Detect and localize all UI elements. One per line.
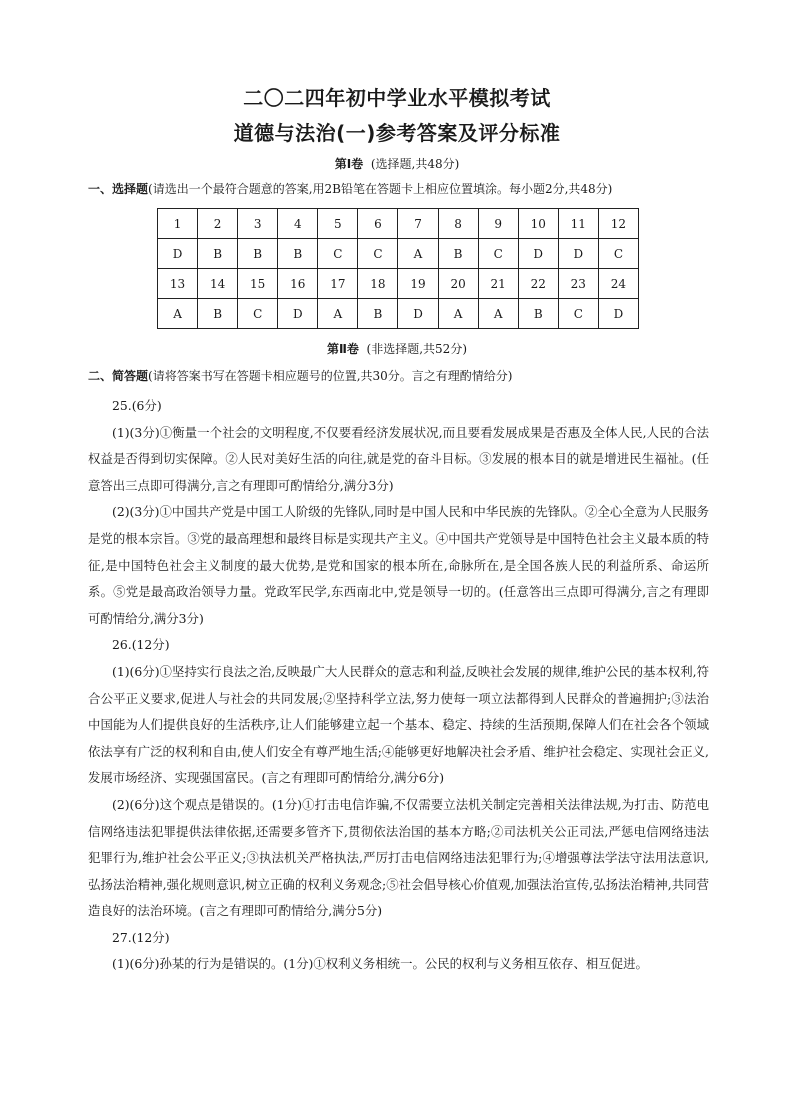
table-cell: A <box>438 299 478 329</box>
table-cell: 20 <box>438 269 478 299</box>
volume-one-heading <box>0 155 794 172</box>
question-27-part-1: (1)(6分)孙某的行为是错误的。(1分)①权利义务相统一。公民的权利与义务相互依存、相互促进。 <box>112 956 648 972</box>
table-cell: 5 <box>318 209 358 239</box>
section-two-heading <box>88 367 778 384</box>
table-cell: 11 <box>558 209 598 239</box>
table-cell: 23 <box>558 269 598 299</box>
table-cell: B <box>238 239 278 269</box>
table-cell: 7 <box>398 209 438 239</box>
table-cell: C <box>358 239 398 269</box>
table-row <box>158 239 639 269</box>
table-cell: 13 <box>158 269 198 299</box>
volume-two-label: 第Ⅱ卷 <box>327 342 359 356</box>
table-cell: B <box>198 299 238 329</box>
table-cell: D <box>558 239 598 269</box>
table-cell: 8 <box>438 209 478 239</box>
volume-two-heading <box>0 340 794 357</box>
volume-one-label: 第Ⅰ卷 <box>334 157 364 171</box>
table-cell: 16 <box>278 269 318 299</box>
table-cell: 3 <box>238 209 278 239</box>
table-cell: D <box>158 239 198 269</box>
table-cell: 9 <box>478 209 518 239</box>
section-two-instruction: (请将答案书写在答题卡相应题号的位置,共30分。言之有理酌情给分) <box>148 369 513 383</box>
question-26-part-1: (1)(6分)①坚持实行良法之治,反映最广大人民群众的意志和利益,反映社会发展的规律,维护公民的基本权利,符合公平正义要求,促进人与社会的共同发展;②坚持科学立法,努力使每一项立法都得到人民群众的普遍拥护;③法治中国能为人们提供良好的生活秩序,让人们能够建立起一个基本、稳定、持续的生活预期,保障人们在社会各个领域依法享有广泛的权利和自由,使人们安全有尊严地生活;④能够更好地解决社会矛盾、维护社会稳定、实现社会正义,发展市场经济、实现强国富民。(言之有理即可酌情给分,满分6分) <box>88 663 709 786</box>
table-row <box>158 209 639 239</box>
table-cell: 4 <box>278 209 318 239</box>
document-title: 二〇二四年初中学业水平模拟考试 <box>243 86 551 110</box>
answer-body <box>88 393 709 978</box>
table-cell: B <box>438 239 478 269</box>
question-25-title: 25.(6分) <box>112 398 162 413</box>
question-26-title: 26.(12分) <box>112 637 170 653</box>
table-cell: C <box>318 239 358 269</box>
question-27-title: 27.(12分) <box>112 929 170 945</box>
table-cell: 24 <box>598 269 638 299</box>
table-cell: C <box>478 239 518 269</box>
table-cell: D <box>278 299 318 329</box>
table-cell: C <box>558 299 598 329</box>
table-cell: 21 <box>478 269 518 299</box>
table-cell: 1 <box>158 209 198 239</box>
section-one-instruction: (请选出一个最符合题意的答案,用2B铅笔在答题卡上相应位置填涂。每小题2分,共48分) <box>148 182 613 196</box>
table-cell: 10 <box>518 209 558 239</box>
table-row <box>158 269 639 299</box>
section-one-label: 一、选择题 <box>88 182 149 196</box>
table-cell: B <box>198 239 238 269</box>
volume-two-note: (非选择题,共52分) <box>366 342 467 356</box>
table-cell: A <box>478 299 518 329</box>
table-cell: 2 <box>198 209 238 239</box>
document-subtitle: 道德与法治(一)参考答案及评分标准 <box>233 121 561 145</box>
table-cell: 15 <box>238 269 278 299</box>
table-cell: 18 <box>358 269 398 299</box>
table-cell: B <box>278 239 318 269</box>
table-cell: 12 <box>598 209 638 239</box>
section-one-heading <box>88 180 778 197</box>
question-25-part-1: (1)(3分)①衡量一个社会的文明程度,不仅要看经济发展状况,而且要看发展成果是否惠及全体人民,人民的合法权益是否得到切实保障。②人民对美好生活的向往,就是党的奋斗目标。③发展的根本目的就是增进民生福祉。(任意答出三点即可得满分,言之有理即可酌情给分,满分3分) <box>88 424 709 493</box>
table-cell: 6 <box>358 209 398 239</box>
answer-table <box>157 208 639 329</box>
table-cell: 14 <box>198 269 238 299</box>
table-cell: D <box>598 299 638 329</box>
table-cell: B <box>358 299 398 329</box>
table-cell: B <box>518 299 558 329</box>
table-cell: 19 <box>398 269 438 299</box>
table-cell: 22 <box>518 269 558 299</box>
question-26-part-2: (2)(6分)这个观点是错误的。(1分)①打击电信诈骗,不仅需要立法机关制定完善相关法律法规,为打击、防范电信网络违法犯罪提供法律依据,还需要多管齐下,贯彻依法治国的基本方略;②司法机关公正司法,严惩电信网络违法犯罪行为,维护社会公平正义;③执法机关严格执法,严厉打击电信网络违法犯罪行为;④增强尊法学法守法用法意识,弘扬法治精神,强化规则意识,树立正确的权利义务观念;⑤社会倡导核心价值观,加强法治宣传,弘扬法治精神,共同营造良好的法治环境。(言之有理即可酌情给分,满分5分) <box>88 796 709 919</box>
table-cell: D <box>398 299 438 329</box>
table-cell: A <box>398 239 438 269</box>
table-cell: A <box>158 299 198 329</box>
section-two-label: 二、简答题 <box>88 369 149 383</box>
table-cell: A <box>318 299 358 329</box>
table-cell: D <box>518 239 558 269</box>
table-cell: C <box>598 239 638 269</box>
table-cell: 17 <box>318 269 358 299</box>
volume-one-note: (选择题,共48分) <box>370 157 460 171</box>
table-row <box>158 299 639 329</box>
question-25-part-2: (2)(3分)①中国共产党是中国工人阶级的先锋队,同时是中国人民和中华民族的先锋队。②全心全意为人民服务是党的根本宗旨。③党的最高理想和最终目标是实现共产主义。④中国共产党领导是中国特色社会主义最本质的特征,是中国特色社会主义制度的最大优势,是党和国家的根本所在,命脉所在,是全国各族人民的利益所系、命运所系。⑤党是最高政治领导力量。党政军民学,东西南北中,党是领导一切的。(任意答出三点即可得满分,言之有理即可酌情给分,满分3分) <box>88 504 709 626</box>
table-cell: C <box>238 299 278 329</box>
